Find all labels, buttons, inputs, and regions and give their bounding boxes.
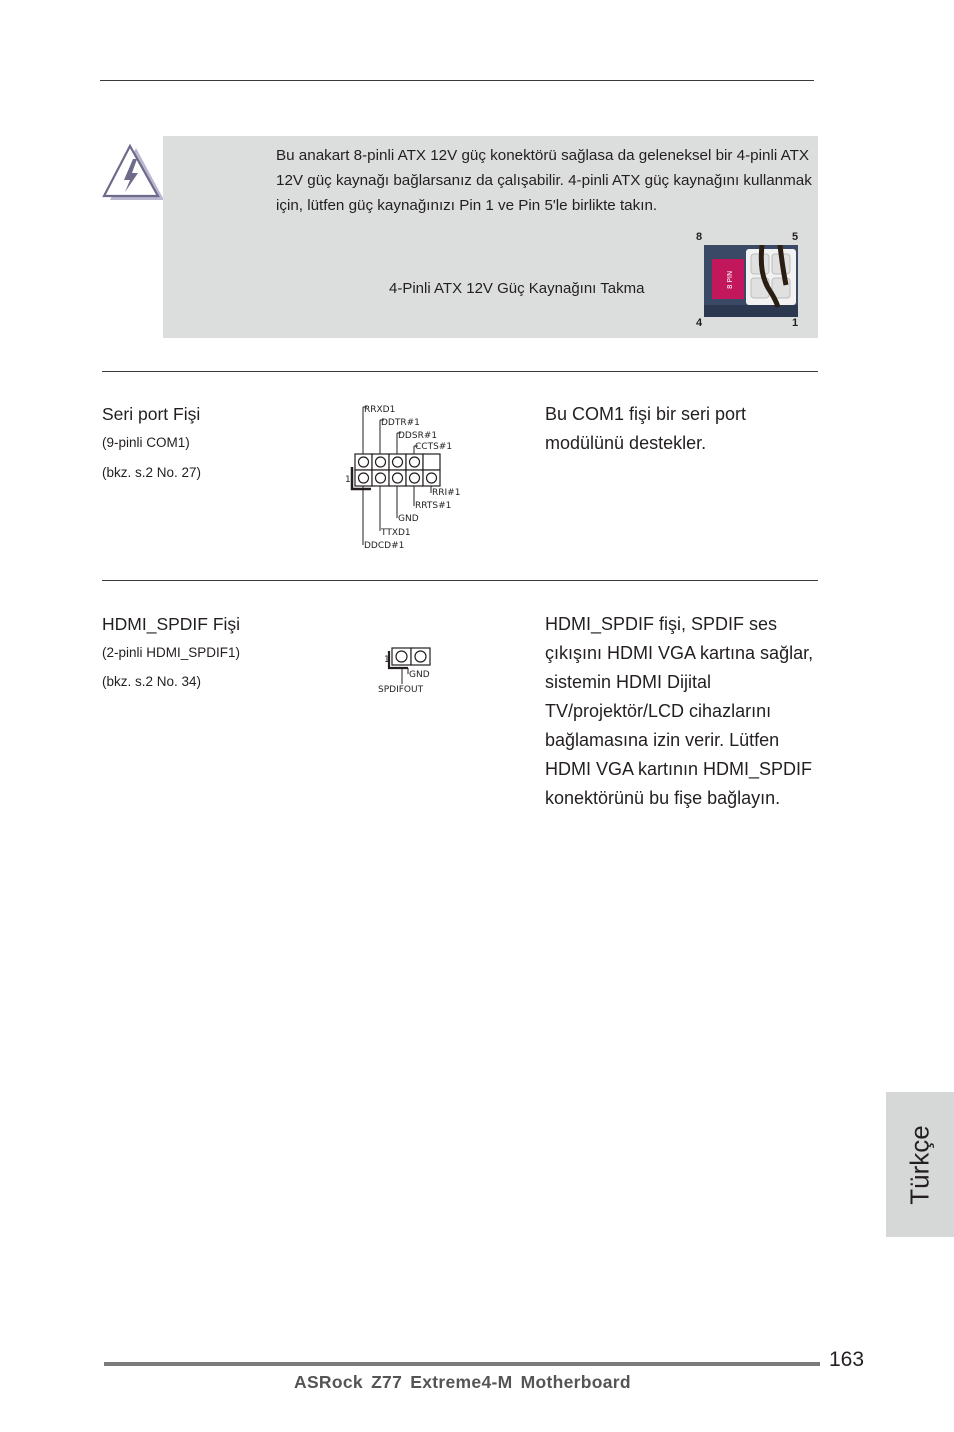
language-tab-label: Türkçe: [904, 1124, 935, 1205]
pin-one-marker: 1: [345, 475, 351, 485]
section-rule-2: [102, 580, 818, 581]
pin-label-rrts1: RRTS#1: [415, 501, 452, 511]
language-tab: [886, 1092, 954, 1237]
com1-pin-diagram: [340, 400, 470, 552]
serial-subtitle: (9-pinli COM1): [102, 435, 190, 450]
hdmi-title: HDMI_SPDIF Fişi: [102, 614, 241, 634]
pin-label-1: 1: [792, 317, 799, 329]
power-caption: 4-Pinli ATX 12V Güç Kaynağını Takma: [389, 280, 645, 297]
pin-label-8: 8: [696, 231, 703, 243]
spdif-pin-one: 1: [384, 655, 390, 665]
page-number: 163: [829, 1348, 865, 1371]
section-rule-1: [102, 371, 818, 372]
pin-label-rri1: RRI#1: [432, 488, 461, 498]
pin-label-5: 5: [792, 231, 799, 243]
hdmi-description: HDMI_SPDIF fişi, SPDIF ses çıkışını HDMI VGA kartına sağlar, sistemin HDMI Dijital TV/projektör/LCD cihazlarını bağlamasına izin verir. Lütfen HDMI VGA kartının HDMI_SPDIF konektörünü bu fişe bağlayın.: [545, 614, 814, 808]
footer-rule: [104, 1362, 820, 1366]
pin-label-ddcd1: DDCD#1: [364, 541, 405, 551]
pin-label-ddtr1: DDTR#1: [381, 418, 420, 428]
spdif-gnd-label: GND: [409, 670, 430, 680]
pin-label-rrxd1: RRXD1: [364, 405, 396, 415]
pin-label-ccts1: CCTS#1: [415, 442, 453, 452]
serial-description: Bu COM1 fişi bir seri port modülünü destekler.: [545, 404, 747, 453]
pin-label-gnd: GND: [398, 514, 419, 524]
connector-8pin-label: 8 PIN: [726, 270, 734, 289]
spdif-out-label: SPDIFOUT: [378, 685, 424, 695]
spdif-pin-diagram: [372, 642, 442, 698]
pin-label-4: 4: [696, 317, 703, 329]
note-paragraph: Bu anakart 8-pinli ATX 12V güç konektörü sağlasa da geleneksel bir 4-pinli ATX 12V güç kaynağı bağlarsanız da çalışabilir. 4-pinli ATX güç kaynağını kullanmak için, lütfen güç kaynağınızı Pin 1 ve Pin 5'le birlikte takın.: [276, 147, 812, 214]
power-connector-photo: [704, 245, 798, 317]
footer-product: ASRock Z77 Extreme4-M Motherboard: [294, 1372, 631, 1392]
warning-lightning-icon: [100, 142, 166, 204]
serial-reference: (bkz. s.2 No. 27): [102, 465, 202, 480]
pin-label-ttxd1: TTXD1: [381, 528, 411, 538]
hdmi-subtitle: (2-pinli HDMI_SPDIF1): [102, 645, 241, 660]
hdmi-reference: (bkz. s.2 No. 34): [102, 674, 202, 689]
pin-label-ddsr1: DDSR#1: [398, 431, 438, 441]
top-rule: [100, 80, 814, 81]
serial-title: Seri port Fişi: [102, 404, 201, 424]
